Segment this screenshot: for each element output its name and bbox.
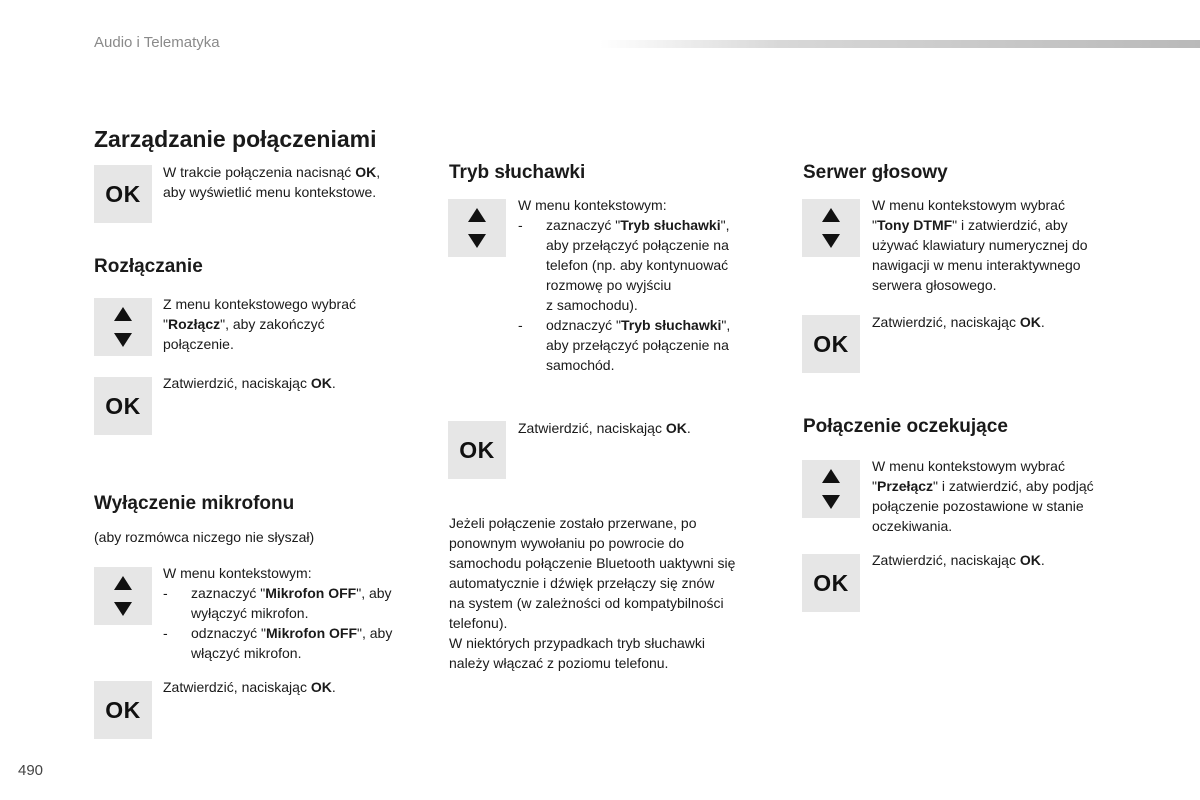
ok-key-icon: [802, 315, 860, 373]
header-gradient-bar: [600, 40, 1200, 48]
text-line: z samochodu).: [546, 297, 638, 313]
arrow-up-icon: [114, 576, 132, 590]
text-line: automatycznie i dźwięk przełączy się znów: [449, 575, 715, 591]
text-part: odznaczyć ": [546, 317, 622, 333]
arrow-down-icon: [822, 495, 840, 509]
text-bold: OK: [310, 375, 332, 391]
ok-key-label: OK: [813, 330, 849, 357]
intro-text: [163, 162, 380, 202]
text-line: włączyć mikrofon.: [191, 645, 302, 661]
text-line: Jeżeli połączenie zostało przerwane, po: [449, 515, 697, 531]
text-line: W menu kontekstowym:: [518, 197, 667, 213]
text-part: Zatwierdzić, naciskając: [518, 420, 666, 436]
text-part: ": [872, 478, 877, 494]
confirm-text: [872, 312, 1045, 332]
text-line: W menu kontekstowym wybrać: [872, 458, 1065, 474]
text-bold: Mikrofon OFF: [266, 625, 358, 641]
text-bold: OK: [310, 679, 332, 695]
page-title: Zarządzanie połączeniami: [94, 126, 377, 152]
text-line: połączenie pozostawione w stanie: [872, 498, 1084, 514]
confirm-text: [518, 418, 691, 438]
ok-key-icon: [94, 165, 152, 223]
list-item: [163, 583, 392, 623]
mikrofon-list: [163, 583, 392, 663]
text-part: zaznaczyć ": [546, 217, 621, 233]
up-down-arrows-icon: [94, 567, 152, 625]
text-line: telefon (np. aby kontynuować: [546, 257, 729, 273]
text-line: rozmowę po wyjściu: [546, 277, 672, 293]
up-down-arrows-icon: [94, 298, 152, 356]
arrow-up-icon: [468, 208, 486, 222]
text-part: .: [686, 420, 691, 436]
ok-key-icon: [802, 554, 860, 612]
arrow-down-icon: [114, 333, 132, 347]
text-part: ", aby: [357, 625, 393, 641]
text-part: ", aby: [356, 585, 392, 601]
text-bold: Tryb słuchawki: [620, 217, 721, 233]
rozlaczanie-text: [163, 294, 356, 354]
text-part: .: [331, 679, 336, 695]
text-line: połączenie.: [163, 336, 234, 352]
intro-text-bold: OK: [355, 164, 377, 180]
mikrofon-note: (aby rozmówca niczego nie słyszał): [94, 529, 315, 545]
text-bold: OK: [665, 420, 687, 436]
text-part: Zatwierdzić, naciskając: [872, 314, 1020, 330]
text-line: W niektórych przypadkach tryb słuchawki: [449, 635, 705, 651]
text-part: ",: [721, 317, 731, 333]
ok-key-label: OK: [105, 180, 141, 207]
confirm-text: [872, 550, 1045, 570]
intro-text-line: aby wyświetlić menu kontekstowe.: [163, 184, 377, 200]
ok-key-icon: [94, 377, 152, 435]
sluchawka-text: [518, 195, 730, 375]
section-title-rozlaczanie: Rozłączanie: [94, 256, 203, 277]
up-down-arrows-icon: [802, 199, 860, 257]
text-line: W menu kontekstowym wybrać: [872, 197, 1065, 213]
text-line: oczekiwania.: [872, 518, 953, 534]
confirm-text: [163, 373, 336, 393]
text-line: wyłączyć mikrofon.: [191, 605, 309, 621]
text-line: W menu kontekstowym:: [163, 565, 312, 581]
text-part: Zatwierdzić, naciskając: [872, 552, 1020, 568]
list-item: [518, 315, 730, 375]
text-bold: Tryb słuchawki: [621, 317, 722, 333]
up-down-arrows-icon: [448, 199, 506, 257]
text-line: samochód.: [546, 357, 615, 373]
arrow-down-icon: [114, 602, 132, 616]
arrow-up-icon: [822, 469, 840, 483]
text-bold: Mikrofon OFF: [265, 585, 357, 601]
text-line: na system (w zależności od kompatybilności: [449, 595, 724, 611]
text-bold: Tony DTMF: [876, 217, 953, 233]
text-part: ", aby zakończyć: [220, 316, 325, 332]
ok-key-label: OK: [459, 436, 495, 463]
section-title-oczekujace: Połączenie oczekujące: [803, 416, 1008, 437]
text-part: .: [331, 375, 336, 391]
intro-text-part: W trakcie połączenia nacisnąć: [163, 164, 356, 180]
text-part: ": [163, 316, 168, 332]
serwer-text: [872, 195, 1088, 295]
arrow-down-icon: [468, 234, 486, 248]
text-line: ponownym wywołaniu po powrocie do: [449, 535, 685, 551]
ok-key-icon: [448, 421, 506, 479]
up-down-arrows-icon: [802, 460, 860, 518]
list-item: [518, 215, 730, 315]
intro-text-part: ,: [376, 164, 381, 180]
text-bold: Przełącz: [876, 478, 934, 494]
list-item: [163, 623, 392, 663]
section-title-sluchawka: Tryb słuchawki: [449, 162, 586, 183]
text-part: Zatwierdzić, naciskając: [163, 375, 311, 391]
text-part: " i zatwierdzić, aby podjąć: [933, 478, 1094, 494]
arrow-up-icon: [114, 307, 132, 321]
ok-key-icon: [94, 681, 152, 739]
ok-key-label: OK: [105, 392, 141, 419]
text-bold: OK: [1019, 314, 1041, 330]
page-number: 490: [18, 762, 44, 779]
ok-key-label: OK: [813, 569, 849, 596]
text-part: .: [1040, 552, 1045, 568]
text-part: .: [1040, 314, 1045, 330]
mikrofon-text: [163, 563, 392, 663]
text-part: Zatwierdzić, naciskając: [163, 679, 311, 695]
text-line: używać klawiatury numerycznej do: [872, 237, 1088, 253]
text-part: zaznaczyć ": [191, 585, 266, 601]
text-line: samochodu połączenie Bluetooth uaktywni się: [449, 555, 736, 571]
section-header: Audio i Telematyka: [94, 34, 220, 51]
text-part: ": [872, 217, 877, 233]
arrow-up-icon: [822, 208, 840, 222]
text-line: serwera głosowego.: [872, 277, 997, 293]
text-bold: Rozłącz: [167, 316, 221, 332]
text-line: aby przełączyć połączenie na: [546, 237, 729, 253]
text-part: odznaczyć ": [191, 625, 267, 641]
section-title-mikrofon: Wyłączenie mikrofonu: [94, 493, 295, 514]
ok-key-label: OK: [105, 696, 141, 723]
confirm-text: [163, 677, 336, 697]
text-bold: OK: [1019, 552, 1041, 568]
text-part: " i zatwierdzić, aby: [952, 217, 1068, 233]
text-line: należy włączać z poziomu telefonu.: [449, 655, 669, 671]
sluchawka-list: [518, 215, 730, 375]
text-line: Z menu kontekstowego wybrać: [163, 296, 356, 312]
text-line: nawigacji w menu interaktywnego: [872, 257, 1081, 273]
section-title-serwer: Serwer głosowy: [803, 162, 948, 183]
arrow-down-icon: [822, 234, 840, 248]
text-line: telefonu).: [449, 615, 508, 631]
text-part: ",: [720, 217, 730, 233]
oczekujace-text: [872, 456, 1094, 536]
text-line: aby przełączyć połączenie na: [546, 337, 729, 353]
sluchawka-paragraph: [449, 513, 735, 673]
